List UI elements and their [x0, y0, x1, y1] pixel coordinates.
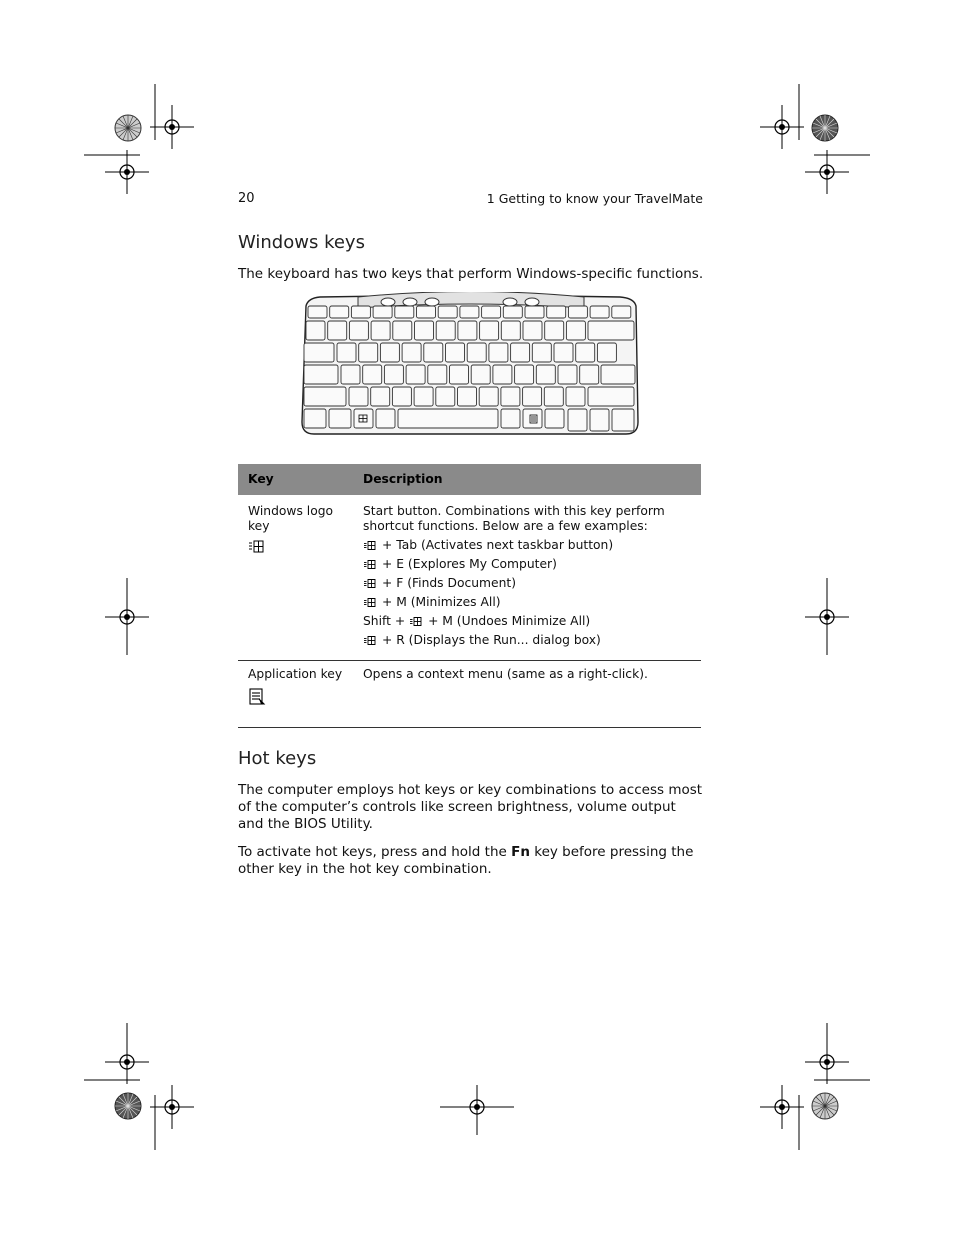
keyboard-key	[547, 306, 566, 318]
keyboard-key	[308, 306, 327, 318]
keyboard-key	[328, 321, 347, 340]
keyboard-key	[337, 343, 356, 362]
keyboard-key	[438, 306, 457, 318]
hot-keys-instruction	[238, 844, 703, 878]
keyboard-key	[341, 365, 360, 384]
keyboard-key	[460, 306, 479, 318]
combo-text: + Tab (Activates next taskbar button)	[382, 538, 614, 552]
keyboard-key	[576, 343, 595, 362]
keyboard-key	[330, 306, 349, 318]
windows-keys-intro: The keyboard has two keys that perform Windows-specific functions.	[238, 266, 704, 282]
keyboard-illustration	[298, 292, 642, 438]
keyboard-key	[601, 365, 635, 384]
keyboard-key	[501, 409, 520, 428]
chapter-title: 1 Getting to know your TravelMate	[486, 191, 703, 206]
keyboard-key	[588, 387, 634, 406]
windows-keys-table	[238, 464, 701, 728]
keyboard-key	[304, 409, 326, 428]
keyboard-key	[329, 409, 351, 428]
keyboard-key	[580, 365, 599, 384]
keyboard-key	[525, 306, 544, 318]
combo-text: + F (Finds Document)	[382, 576, 517, 590]
windows-logo-icon	[363, 538, 379, 553]
keyboard-key	[393, 321, 412, 340]
instruction-text: To activate hot keys, press and hold the	[238, 844, 512, 860]
keyboard-key	[380, 343, 399, 362]
keyboard-key	[436, 321, 455, 340]
keyboard-key	[467, 343, 486, 362]
keyboard-key	[489, 343, 508, 362]
windows-logo-icon	[363, 595, 379, 610]
column-header-description: Description	[353, 464, 701, 495]
keyboard-key	[588, 321, 634, 340]
keyboard-key	[532, 343, 551, 362]
keyboard-key	[545, 321, 564, 340]
keyboard-key	[359, 343, 378, 362]
page-number: 20	[238, 191, 255, 206]
keyboard-key	[568, 409, 587, 431]
keyboard-key	[523, 321, 542, 340]
column-header-key: Key	[238, 464, 353, 495]
keyboard-key	[349, 321, 368, 340]
keyboard-key	[544, 387, 563, 406]
keyboard-key	[351, 306, 370, 318]
keyboard-key	[523, 387, 542, 406]
keyboard-key	[373, 306, 392, 318]
combo-item	[363, 633, 691, 648]
keyboard-key	[414, 387, 433, 406]
combo-text: + R (Displays the Run... dialog box)	[382, 633, 601, 647]
combo-text: + M (Undoes Minimize All)	[428, 614, 591, 628]
keyboard-key	[471, 365, 490, 384]
keyboard-key	[458, 387, 477, 406]
keyboard-key	[417, 306, 436, 318]
keyboard-key	[395, 306, 414, 318]
combo-item	[363, 576, 691, 591]
windows-logo-icon	[248, 539, 343, 558]
keyboard-key	[480, 321, 499, 340]
combo-list	[363, 538, 691, 648]
keyboard-key	[371, 321, 390, 340]
combo-item	[363, 614, 691, 629]
combo-prefix: Shift +	[363, 614, 410, 628]
keyboard-key	[402, 343, 421, 362]
key-description: Opens a context menu (same as a right-click).	[353, 661, 701, 728]
combo-item	[363, 557, 691, 572]
keyboard-key	[458, 321, 477, 340]
keyboard-key	[406, 365, 425, 384]
keyboard-key	[306, 321, 325, 340]
windows-logo-icon	[363, 557, 379, 572]
windows-logo-icon	[409, 614, 425, 629]
keyboard-key	[545, 409, 564, 428]
combo-text: + M (Minimizes All)	[382, 595, 501, 609]
table-row	[238, 661, 701, 728]
keyboard-key	[501, 321, 520, 340]
keyboard-key	[566, 387, 585, 406]
key-description: Start button. Combinations with this key perform shortcut functions. Below are a few examples:	[363, 504, 665, 533]
keyboard-key	[568, 306, 587, 318]
keyboard-key	[424, 343, 443, 362]
keyboard-key	[415, 321, 434, 340]
keyboard-key	[566, 321, 585, 340]
hot-keys-paragraph: The computer employs hot keys or key combinations to access most of the computer’s controls like screen brightness, volume output and the BIOS Utility.	[238, 782, 703, 832]
keyboard-key	[304, 365, 338, 384]
keyboard-key	[304, 387, 346, 406]
keyboard-key	[363, 365, 382, 384]
keyboard-key	[349, 387, 368, 406]
keyboard-key	[501, 387, 520, 406]
application-key-icon	[248, 687, 343, 711]
keyboard-key	[376, 409, 395, 428]
keyboard-key	[503, 306, 522, 318]
key-name: Application key	[248, 667, 343, 681]
keyboard-key	[392, 387, 411, 406]
keyboard-key	[482, 306, 501, 318]
table-row	[238, 495, 701, 661]
key-name: Windows logo key	[248, 504, 334, 533]
keyboard-key	[428, 365, 447, 384]
keyboard-key	[558, 365, 577, 384]
combo-item	[363, 538, 691, 553]
combo-text: + E (Explores My Computer)	[382, 557, 557, 571]
section-heading-windows-keys: Windows keys	[238, 232, 365, 253]
instruction-text: key before pressing the other key in the hot key combination.	[238, 844, 694, 877]
keyboard-key	[479, 387, 498, 406]
fn-key-label: Fn	[511, 844, 530, 860]
combo-item	[363, 595, 691, 610]
keyboard-key	[554, 343, 573, 362]
keyboard-key	[612, 409, 634, 431]
keyboard-key	[384, 365, 403, 384]
keyboard-key	[493, 365, 512, 384]
keyboard-key	[536, 365, 555, 384]
keyboard-key	[304, 343, 334, 362]
keyboard-key	[511, 343, 530, 362]
keyboard-key	[597, 343, 616, 362]
keyboard-key	[612, 306, 631, 318]
windows-logo-icon	[363, 633, 379, 648]
keyboard-key	[450, 365, 469, 384]
keyboard-key	[523, 409, 542, 428]
keyboard-key	[515, 365, 534, 384]
keyboard-key	[436, 387, 455, 406]
keyboard-key	[371, 387, 390, 406]
keyboard-key	[446, 343, 465, 362]
keyboard-key	[398, 409, 498, 428]
keyboard-key	[590, 409, 609, 431]
section-heading-hot-keys: Hot keys	[238, 748, 317, 769]
keyboard-key	[590, 306, 609, 318]
windows-logo-icon	[363, 576, 379, 591]
